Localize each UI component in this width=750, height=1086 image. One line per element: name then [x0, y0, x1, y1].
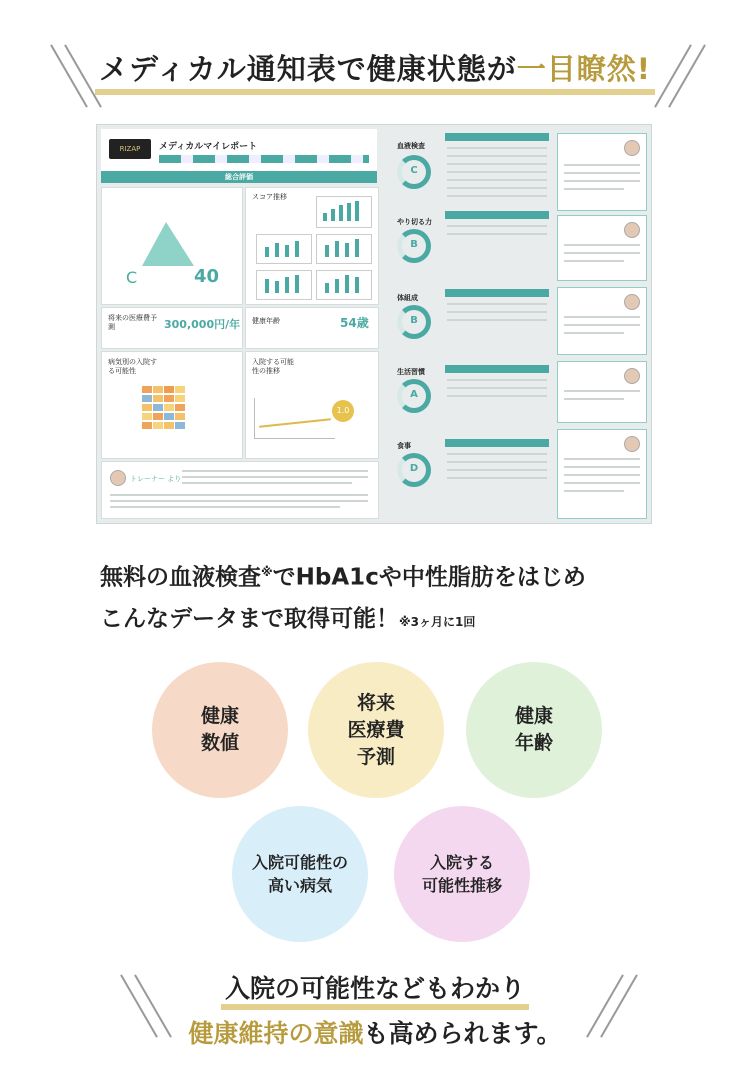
body-line-1a: 無料の血液検査	[100, 564, 261, 591]
text-line	[447, 379, 547, 381]
table-header	[445, 289, 549, 297]
circle-text: 数値	[200, 732, 239, 754]
text-line	[564, 172, 640, 174]
comment-card	[557, 215, 647, 281]
score-trend-panel	[245, 187, 379, 305]
text-line	[182, 470, 368, 472]
heat-cell	[153, 395, 163, 402]
report-info-strip	[159, 155, 369, 163]
mini-bar-chart	[256, 270, 312, 300]
text-line	[447, 171, 547, 173]
heat-cell	[164, 422, 174, 429]
heat-cell	[142, 386, 152, 393]
heat-cell	[142, 404, 152, 411]
circle-text: 入院可能性の	[251, 853, 348, 872]
disease-label: 病気別の入院する可能性	[108, 358, 157, 375]
text-line	[447, 477, 547, 479]
text-line	[564, 332, 624, 334]
heat-cell	[153, 422, 163, 429]
medical-report-image	[96, 124, 652, 524]
circle-text: 健康	[200, 705, 239, 727]
mini-bar-chart	[256, 234, 312, 264]
mini-bar	[325, 283, 329, 293]
heat-cell	[153, 404, 163, 411]
text-line	[447, 179, 547, 181]
doctor-avatar	[624, 436, 640, 452]
mini-bar	[265, 247, 269, 257]
score-value: 40	[194, 266, 220, 287]
circle-health-age	[466, 662, 602, 798]
doctor-avatar	[624, 222, 640, 238]
mini-bar	[355, 201, 359, 221]
body-line-1b: でHbA1cや中性脂肪をはじめ	[272, 564, 586, 591]
ring-grade: A	[410, 389, 418, 400]
text-line	[447, 319, 547, 321]
headline-part2: 一目瞭然!	[516, 52, 651, 86]
text-line	[447, 311, 547, 313]
heat-cell	[153, 413, 163, 420]
text-line	[564, 252, 640, 254]
mini-bar	[335, 241, 339, 257]
heat-cell	[164, 395, 174, 402]
age-panel	[245, 307, 379, 349]
text-line	[447, 453, 547, 455]
text-line	[182, 476, 368, 478]
grade-ring	[397, 305, 431, 339]
radar-chart-shape	[142, 222, 194, 266]
table-header	[445, 365, 549, 373]
comment-card	[557, 133, 647, 211]
doctor-avatar	[624, 294, 640, 310]
trend-chart-area	[254, 398, 335, 439]
text-line	[564, 244, 640, 246]
mini-bar	[331, 209, 335, 221]
text-line	[447, 155, 547, 157]
text-line	[447, 187, 547, 189]
mini-bar	[355, 277, 359, 293]
grade-ring	[397, 155, 431, 189]
circle-text: 医療費	[347, 718, 405, 741]
grade-ring	[397, 453, 431, 487]
heat-cell	[142, 422, 152, 429]
footer-line-1: 入院の可能性などもわかり	[221, 973, 529, 1010]
text-line	[564, 260, 624, 262]
body-line-2	[100, 599, 700, 643]
age-label: 健康年齢	[252, 317, 280, 325]
text-line	[110, 500, 368, 502]
report-header	[101, 129, 377, 175]
trainer-label: トレーナー より	[130, 475, 182, 483]
text-line	[564, 398, 624, 400]
doctor-avatar	[624, 368, 640, 384]
text-line	[564, 474, 640, 476]
circle-hospital-trend	[394, 806, 530, 942]
text-line	[447, 395, 547, 397]
text-line	[564, 390, 640, 392]
text-line	[564, 180, 640, 182]
radar-panel	[101, 187, 243, 305]
side-section-title: 食事	[397, 442, 411, 450]
table-header	[445, 133, 549, 141]
heat-cell	[164, 386, 174, 393]
trainer-avatar	[110, 470, 126, 486]
text-line	[564, 458, 640, 460]
text-line	[564, 188, 624, 190]
text-line	[447, 163, 547, 165]
text-line	[447, 225, 547, 227]
headline	[0, 52, 750, 95]
footer-line-2-gold: 健康維持の意識	[188, 1019, 364, 1048]
cost-label: 将来の医療費予測	[108, 314, 157, 331]
mini-bar-chart	[316, 234, 372, 264]
mini-bar	[295, 241, 299, 257]
mini-bar-chart	[316, 270, 372, 300]
heat-cell	[175, 404, 185, 411]
cost-panel	[101, 307, 243, 349]
circle-disease-risk	[232, 806, 368, 942]
text-line	[182, 482, 352, 484]
grade-value: C	[126, 268, 138, 287]
disease-panel	[101, 351, 243, 459]
footer-message	[0, 966, 750, 1056]
score-trend-label: スコア推移	[252, 193, 287, 201]
text-line	[110, 506, 340, 508]
circle-text: 年齢	[514, 732, 553, 754]
ring-grade: D	[409, 463, 419, 474]
mini-bar	[285, 277, 289, 293]
mini-bar	[345, 275, 349, 293]
grade-ring	[397, 379, 431, 413]
footer-line-2-rest: も高められます。	[363, 1019, 562, 1048]
mini-bar	[285, 245, 289, 257]
comment-card	[557, 287, 647, 355]
risk-badge: 1.0	[332, 400, 354, 422]
mini-bar	[275, 281, 279, 293]
mini-bar	[295, 275, 299, 293]
heat-cell	[142, 413, 152, 420]
mini-bar-chart	[316, 196, 372, 228]
report-title: メディカルマイレポート	[159, 142, 258, 152]
heat-cell	[175, 386, 185, 393]
comment-card	[557, 361, 647, 423]
text-line	[564, 316, 640, 318]
text-line	[447, 461, 547, 463]
age-value: 54歳	[340, 316, 369, 330]
text-line	[564, 490, 624, 492]
text-line	[110, 494, 368, 496]
mini-bar	[345, 243, 349, 257]
text-line	[564, 324, 640, 326]
circle-text: 高い病気	[267, 876, 332, 895]
trend-label: 入院する可能性の推移	[252, 358, 294, 375]
ring-grade: C	[410, 165, 418, 176]
text-line	[564, 164, 640, 166]
circle-text: 将来	[356, 691, 395, 714]
report-logo: RIZAP	[109, 139, 151, 159]
headline-part1: メディカル通知表で健康状態が	[99, 52, 517, 86]
side-section-title: 血液検査	[397, 142, 425, 150]
trainer-panel	[101, 461, 379, 519]
ring-grade: B	[410, 239, 418, 250]
text-line	[564, 482, 640, 484]
ring-grade: B	[410, 315, 418, 326]
side-section-title: 体組成	[397, 294, 418, 302]
heat-cell	[175, 422, 185, 429]
circle-health-values	[152, 662, 288, 798]
circle-future-cost	[308, 662, 444, 798]
grade-ring	[397, 229, 431, 263]
report-section-banner: 総合評価	[101, 171, 377, 183]
table-header	[445, 211, 549, 219]
heat-cell	[153, 386, 163, 393]
circle-text: 健康	[514, 705, 553, 727]
body-line-2-text: こんなデータまで取得可能！	[100, 605, 399, 632]
doctor-avatar	[624, 140, 640, 156]
cost-value: 300,000円/年	[164, 318, 241, 331]
mini-bar	[335, 279, 339, 293]
text-line	[447, 303, 547, 305]
side-section-title: 生活習慣	[397, 368, 425, 376]
circle-text: 入院する	[429, 853, 494, 872]
body-mark: ※	[261, 565, 273, 579]
text-line	[447, 469, 547, 471]
heat-cell	[175, 395, 185, 402]
mini-bar	[339, 205, 343, 221]
body-note: ※3ヶ月に1回	[399, 614, 476, 629]
text-line	[564, 466, 640, 468]
text-line	[447, 195, 547, 197]
heat-cell	[175, 413, 185, 420]
trend-panel	[245, 351, 379, 459]
footer-line-2	[0, 1011, 750, 1056]
mini-bar	[347, 203, 351, 221]
mini-bar	[355, 239, 359, 257]
heat-cell	[164, 413, 174, 420]
mini-bar	[275, 243, 279, 257]
text-line	[447, 233, 547, 235]
text-line	[447, 387, 547, 389]
mini-bar	[265, 279, 269, 293]
heat-cell	[164, 404, 174, 411]
table-header	[445, 439, 549, 447]
body-text	[100, 552, 700, 643]
side-section-title: やり切る力	[397, 218, 432, 226]
circle-text: 可能性推移	[421, 876, 502, 895]
comment-card	[557, 429, 647, 519]
circle-text: 予測	[356, 745, 395, 768]
mini-bar	[325, 245, 329, 257]
trend-line	[259, 418, 331, 428]
headline-underlined	[95, 52, 655, 95]
mini-bar	[323, 213, 327, 221]
body-line-1	[100, 552, 700, 599]
text-line	[447, 147, 547, 149]
heat-cell	[142, 395, 152, 402]
